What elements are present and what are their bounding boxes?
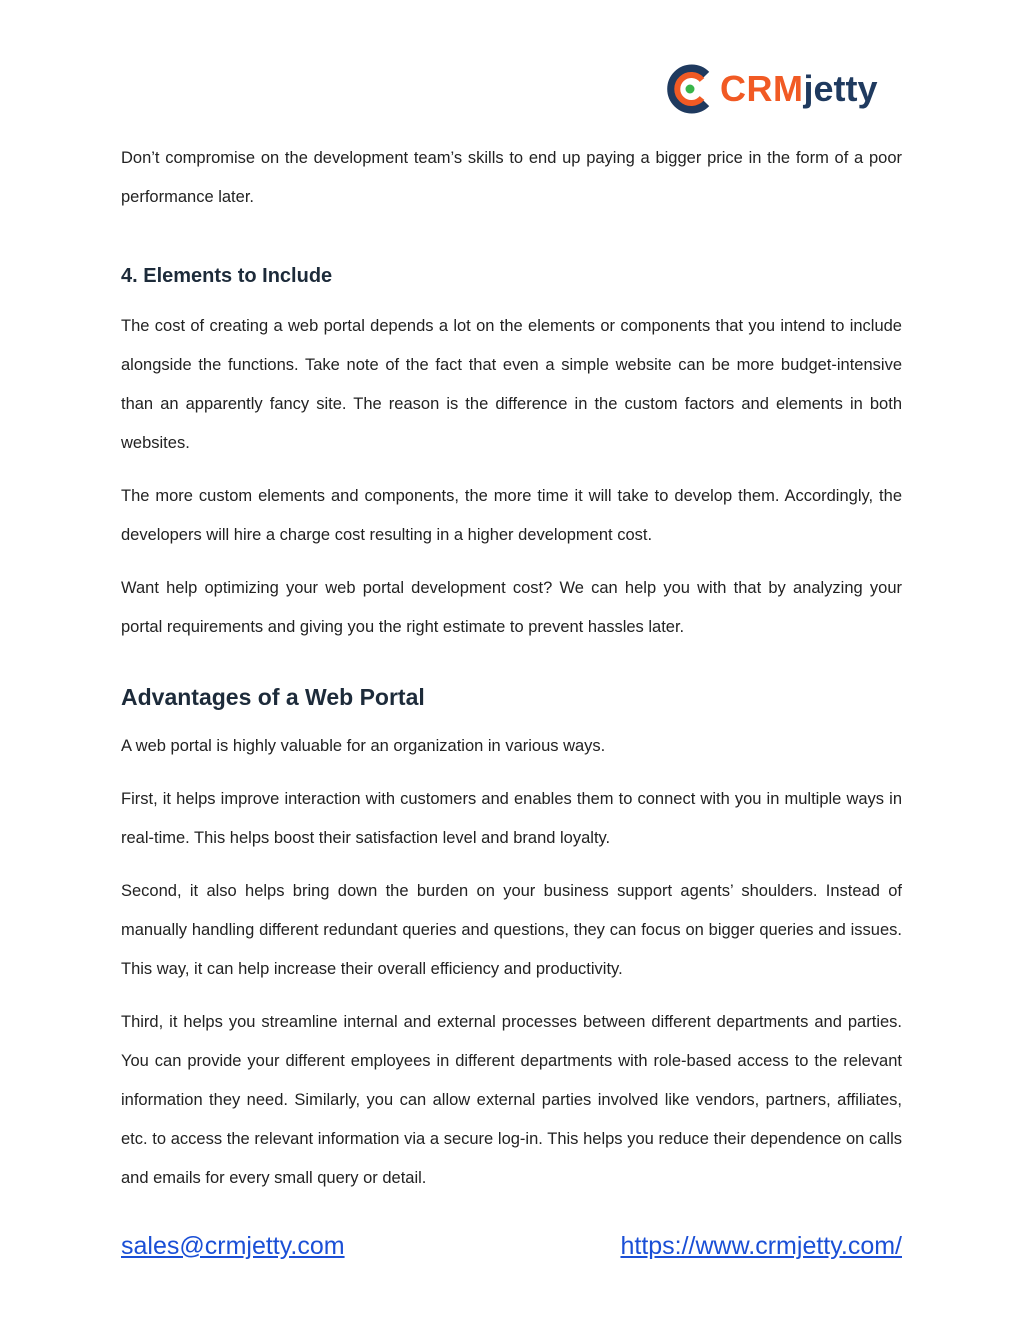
crmjetty-logo	[662, 58, 877, 120]
paragraph-advantages-4: Third, it helps you streamline internal and external processes between different departments and parties. You can provide your different employees in different departments with role-based access to the relevant information they need. Similarly, you can allow external parties involved like vendors, partners, affiliates, etc. to access the relevant information via a secure log-in. This helps you reduce their dependence on calls and emails for every small query or detail.	[121, 1013, 902, 1187]
paragraph-elements-2: The more custom elements and components, the more time it will take to develop them. Accordingly, the developers will hire a charge cost resulting in a higher development cost.	[121, 487, 902, 544]
paragraph-intro: Don’t compromise on the development team’s skills to end up paying a bigger price in the form of a poor performance later.	[121, 149, 902, 206]
footer-email-link[interactable]: sales@crmjetty.com	[121, 1231, 345, 1260]
paragraph-elements-1: The cost of creating a web portal depends a lot on the elements or components that you intend to include alongside the functions. Take note of the fact that even a simple website can be more budget-intensive than an apparently fancy site. The reason is the difference in the custom factors and elements in both websites.	[121, 317, 902, 452]
logo-jetty-text: jetty	[803, 68, 878, 109]
heading-elements-to-include: 4. Elements to Include	[121, 265, 333, 287]
paragraph-advantages-1: A web portal is highly valuable for an organization in various ways.	[121, 737, 606, 755]
logo-wordmark	[720, 68, 878, 109]
heading-advantages: Advantages of a Web Portal	[121, 684, 425, 710]
document-body	[121, 139, 902, 1198]
paragraph-advantages-2: First, it helps improve interaction with customers and enables them to connect with you in multiple ways in real-time. This helps boost their satisfaction level and brand loyalty.	[121, 790, 902, 847]
logo-crm-text: CRM	[720, 68, 804, 109]
paragraph-elements-3: Want help optimizing your web portal development cost? We can help you with that by analyzing your portal requirements and giving you the right estimate to prevent hassles later.	[121, 579, 902, 636]
footer-website-link[interactable]: https://www.crmjetty.com/	[620, 1231, 902, 1260]
crmjetty-logo-mark-icon	[662, 61, 718, 117]
paragraph-advantages-3: Second, it also helps bring down the burden on your business support agents’ shoulders. Instead of manually handling different redundant queries and questions, they can focus on bigger queries and issues. This way, it can help increase their overall efficiency and productivity.	[121, 882, 902, 978]
footer	[121, 1228, 902, 1264]
